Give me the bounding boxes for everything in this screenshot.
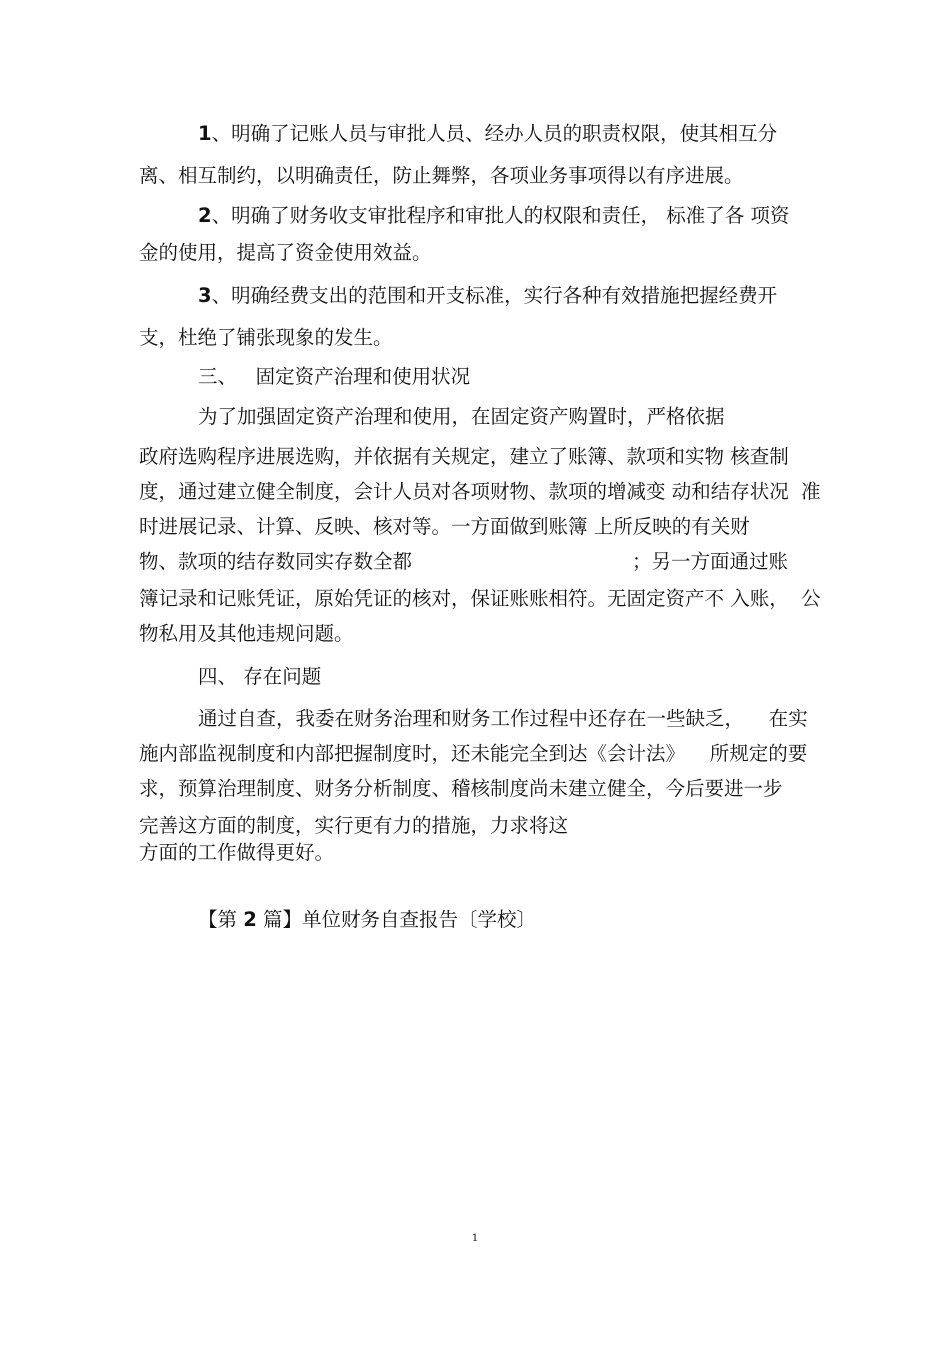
item-1-line-2: 离、相互制约，以明确责任，防止舞弊，各项业务事项得以有序进展。 xyxy=(139,164,744,187)
page-number: 1 xyxy=(471,1233,479,1244)
section-3-line-5: 物、款项的结存数同实存数全都 xyxy=(139,550,413,573)
section-3-heading: 三、 固定资产治理和使用状况 xyxy=(198,365,471,388)
item-1-number: 1 xyxy=(198,122,212,145)
section-3-line-3: 度，通过建立健全制度，会计人员对各项财物、款项的增减变 动和结存状况 准 xyxy=(139,480,821,503)
section-4-heading: 四、 存在问题 xyxy=(198,665,322,688)
section-4-line-1: 通过自查，我委在财务治理和财务工作过程中还存在一些缺乏， 在实 xyxy=(198,707,808,730)
section-4-line-4: 完善这方面的制度，实行更有力的措施，力求将这 xyxy=(139,814,569,837)
section-3-line-2: 政府选购程序进展选购，并依据有关规定，建立了账簿、款项和实物 核查制 xyxy=(139,445,789,468)
section-4-line-2: 施内部监视制度和内部把握制度时，还未能完全到达《会计法》 所规定的要 xyxy=(139,742,808,765)
section-3-line-6: 簿记录和记账凭证，原始凭证的核对，保证账账相符。无固定资产不 入账， 公 xyxy=(139,587,821,610)
section-3-line-4: 时进展记录、计算、反映、核对等。一方面做到账簿 上所反映的有关财 xyxy=(139,515,750,538)
next-article-heading: 【第 2 篇】单位财务自查报告〔学校〕 xyxy=(198,908,536,931)
item-3-line-1: 3、明确经费支出的范围和开支标准，实行各种有效措施把握经费开 xyxy=(198,284,778,307)
next-article-number: 2 xyxy=(243,908,257,931)
section-4-line-5: 方面的工作做得更好。 xyxy=(139,841,335,864)
section-3-line-7: 物私用及其他违规问题。 xyxy=(139,622,354,645)
section-3-line-5-continuation: ；另一方面通过账 xyxy=(632,550,789,573)
section-4-line-3: 求，预算治理制度、财务分析制度、稽核制度尚未建立健全，今后要进一步 xyxy=(139,777,783,800)
section-3-line-1: 为了加强固定资产治理和使用，在固定资产购置时，严格依据 xyxy=(198,405,725,428)
item-2-line-2: 金的使用，提高了资金使用效益。 xyxy=(139,241,432,264)
item-2-line-1: 2、明确了财务收支审批程序和审批人的权限和责任， 标准了各 项资 xyxy=(198,204,790,227)
item-3-line-2: 支，杜绝了铺张现象的发生。 xyxy=(139,326,393,349)
item-3-number: 3 xyxy=(198,284,212,307)
item-2-number: 2 xyxy=(198,204,212,227)
item-1-line-1: 1、明确了记账人员与审批人员、经办人员的职责权限，使其相互分 xyxy=(198,122,778,145)
